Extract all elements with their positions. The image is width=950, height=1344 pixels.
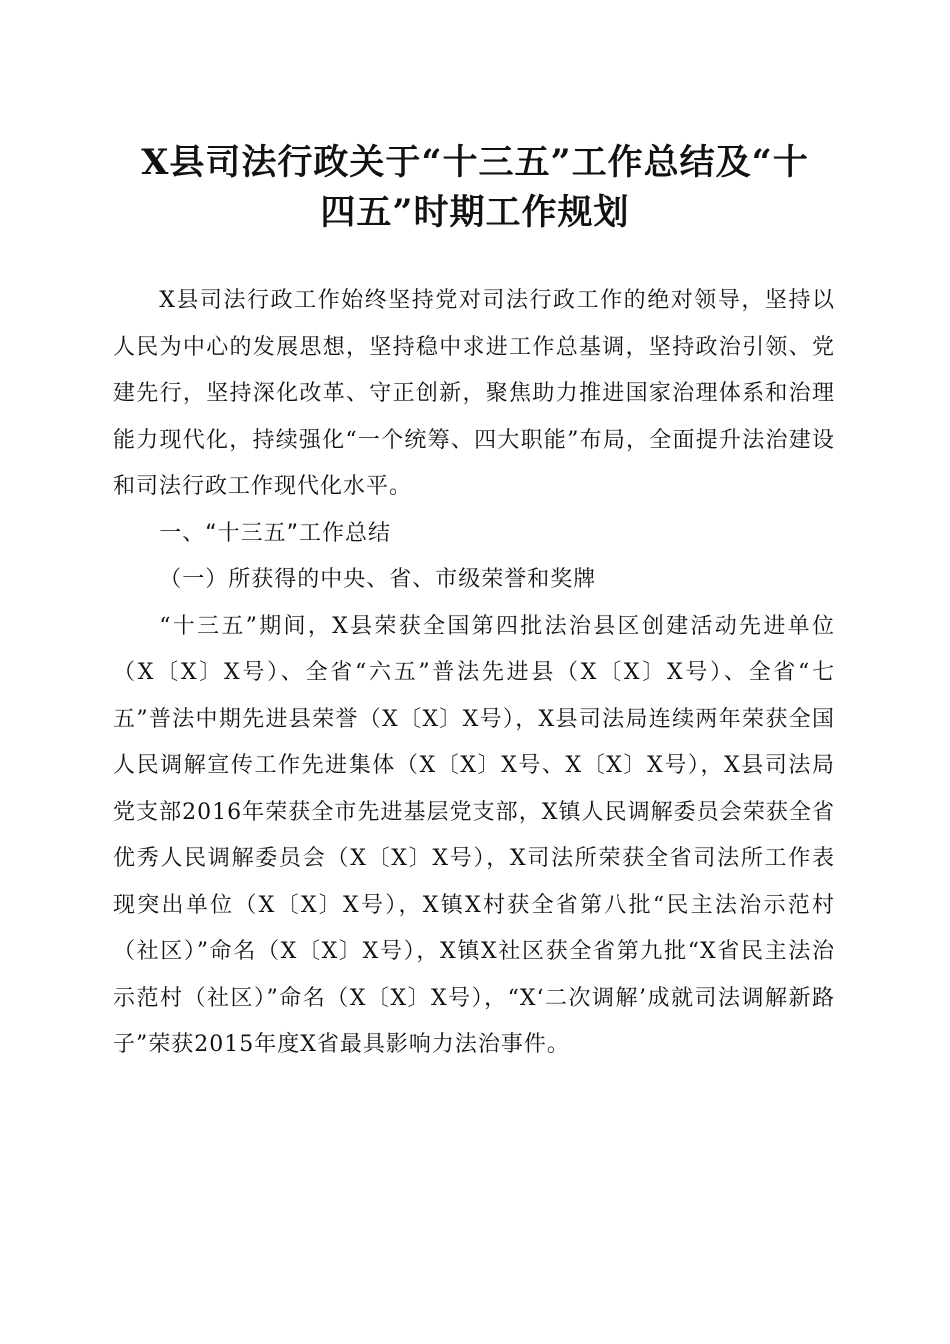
intro-paragraph: X县司法行政工作始终坚持党对司法行政工作的绝对领导，坚持以人民为中心的发展思想，坚持稳中求进工作总基调，坚持政治引领、党建先行，坚持深化改革、守正创新，聚焦助力推进国家治理体系和治理能力现代化，持续强化“一个统筹、四大职能”布局，全面提升法治建设和司法行政工作现代化水平。	[113, 288, 835, 499]
title-line-2: 四五”时期工作规划	[320, 192, 630, 233]
title-line-1: X县司法行政关于“十三五”工作总结及“十	[141, 142, 809, 183]
document-title	[110, 138, 840, 238]
honors-paragraph: “十三五”期间，X县荣获全国第四批法治县区创建活动先进单位（X〔X〕X号）、全省“六五”普法先进县（X〔X〕X号）、全省“七五”普法中期先进县荣誉（X〔X〕X号），X县司法局连续两年荣获全国人民调解宣传工作先进集体（X〔X〕X号、X〔X〕X号），X县司法局党支部2016年荣获全市先进基层党支部，X镇人民调解委员会荣获全省优秀人民调解委员会（X〔X〕X号），X司法所荣获全省司法所工作表现突出单位（X〔X〕X号），X镇X村获全省第八批“民主法治示范村（社区）”命名（X〔X〕X号），X镇X社区获全省第九批“X省民主法治示范村（社区）”命名（X〔X〕X号），“X‘二次调解’成就司法调解新路子”荣获2015年度X省最具影响力法治事件。	[113, 613, 835, 1057]
subsection-heading: （一）所获得的中央、省、市级荣誉和奖牌	[159, 567, 597, 592]
document-body	[113, 278, 835, 1069]
section-heading: 一、“十三五”工作总结	[159, 520, 391, 546]
